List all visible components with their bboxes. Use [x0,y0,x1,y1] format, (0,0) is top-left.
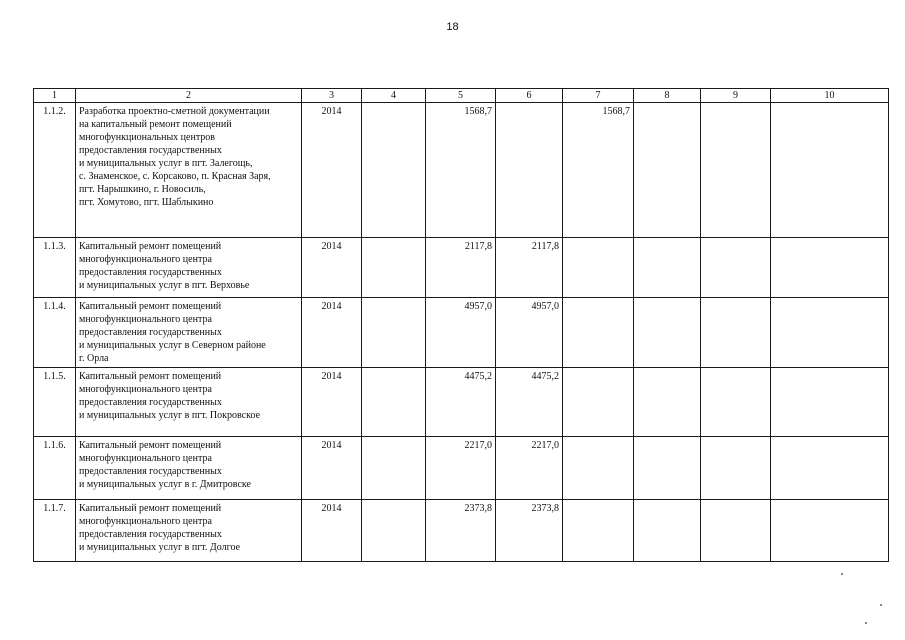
description-line: и муниципальных услуг в пгт. Долгое [79,542,241,553]
cell-col10 [771,238,889,298]
row-number: 1.1.6. [34,437,76,500]
cell-col9 [701,103,771,238]
row-number: 1.1.2. [34,103,76,238]
cell-col7: 1568,7 [563,103,634,238]
cell-col3: 2014 [302,368,362,437]
cell-col6 [496,103,563,238]
cell-col6: 4475,2 [496,368,563,437]
description-line: предоставления государственных [79,397,222,408]
cell-col9 [701,368,771,437]
table-row [34,103,889,238]
description-line: многофункционального центра [79,314,212,325]
table-row [34,238,889,298]
description-line: Капитальный ремонт помещений [79,440,222,451]
scan-speck [865,622,867,624]
cell-col5: 4475,2 [426,368,496,437]
description-line: многофункционального центра [79,384,212,395]
cell-col3: 2014 [302,238,362,298]
description-line: и муниципальных услуг в пгт. Покровское [79,410,261,421]
cell-col8 [634,238,701,298]
description-line: пгт. Хомутово, пгт. Шаблыкино [79,197,214,208]
program-table [33,88,889,562]
description-line: с. Знаменское, с. Корсаково, п. Красная Заря, [79,171,271,182]
cell-col5: 2217,0 [426,437,496,500]
row-number: 1.1.4. [34,298,76,368]
description-line: и муниципальных услуг в пгт. Залегощь, [79,158,253,169]
cell-col4 [362,298,426,368]
cell-col9 [701,437,771,500]
description-line: многофункционального центра [79,254,212,265]
cell-col9 [701,500,771,562]
description-line: предоставления государственных [79,145,222,156]
cell-col8 [634,437,701,500]
row-description [76,103,302,238]
col-header: 5 [426,89,496,103]
cell-col5: 4957,0 [426,298,496,368]
description-line: Капитальный ремонт помещений [79,301,222,312]
cell-col4 [362,238,426,298]
table-body [34,103,889,562]
row-description [76,298,302,368]
cell-col10 [771,437,889,500]
cell-col6: 2217,0 [496,437,563,500]
description-line: предоставления государственных [79,327,222,338]
description-line: и муниципальных услуг в г. Дмитровске [79,479,251,490]
description-line: многофункционального центра [79,453,212,464]
cell-col8 [634,103,701,238]
col-header: 3 [302,89,362,103]
table-row [34,368,889,437]
scan-speck [880,604,882,606]
cell-col7 [563,238,634,298]
page-number: 18 [446,21,459,33]
col-header: 6 [496,89,563,103]
cell-col4 [362,437,426,500]
row-number: 1.1.5. [34,368,76,437]
description-line: предоставления государственных [79,529,222,540]
description-line: и муниципальных услуг в пгт. Верховье [79,280,250,291]
row-description [76,368,302,437]
cell-col7 [563,500,634,562]
col-header: 9 [701,89,771,103]
cell-col6: 2117,8 [496,238,563,298]
cell-col8 [634,298,701,368]
cell-col9 [701,238,771,298]
col-header: 1 [34,89,76,103]
cell-col4 [362,368,426,437]
row-number: 1.1.7. [34,500,76,562]
cell-col8 [634,368,701,437]
table-row [34,298,889,368]
description-line: Разработка проектно-сметной документации [79,106,270,117]
col-header: 10 [771,89,889,103]
col-header: 8 [634,89,701,103]
scan-speck [841,573,843,575]
cell-col6: 4957,0 [496,298,563,368]
cell-col3: 2014 [302,103,362,238]
cell-col10 [771,298,889,368]
row-description [76,500,302,562]
description-line: многофункционального центра [79,516,212,527]
description-line: пгт. Нарышкино, г. Новосиль, [79,184,206,195]
header-row [34,89,889,103]
cell-col7 [563,298,634,368]
table-row [34,437,889,500]
row-description [76,437,302,500]
description-line: Капитальный ремонт помещений [79,371,222,382]
description-line: на капитальный ремонт помещений [79,119,232,130]
description-line: многофункциональных центров [79,132,216,143]
row-description [76,238,302,298]
cell-col10 [771,368,889,437]
description-line: Капитальный ремонт помещений [79,503,222,514]
description-line: г. Орла [79,353,109,364]
cell-col3: 2014 [302,298,362,368]
cell-col4 [362,103,426,238]
description-line: и муниципальных услуг в Северном районе [79,340,266,351]
cell-col4 [362,500,426,562]
description-line: предоставления государственных [79,466,222,477]
cell-col6: 2373,8 [496,500,563,562]
cell-col10 [771,103,889,238]
cell-col5: 1568,7 [426,103,496,238]
col-header: 2 [76,89,302,103]
cell-col5: 2373,8 [426,500,496,562]
col-header: 4 [362,89,426,103]
col-header: 7 [563,89,634,103]
cell-col3: 2014 [302,437,362,500]
table-row [34,500,889,562]
description-line: Капитальный ремонт помещений [79,241,222,252]
cell-col9 [701,298,771,368]
cell-col8 [634,500,701,562]
cell-col7 [563,437,634,500]
description-line: предоставления государственных [79,267,222,278]
cell-col5: 2117,8 [426,238,496,298]
cell-col10 [771,500,889,562]
cell-col3: 2014 [302,500,362,562]
cell-col7 [563,368,634,437]
row-number: 1.1.3. [34,238,76,298]
